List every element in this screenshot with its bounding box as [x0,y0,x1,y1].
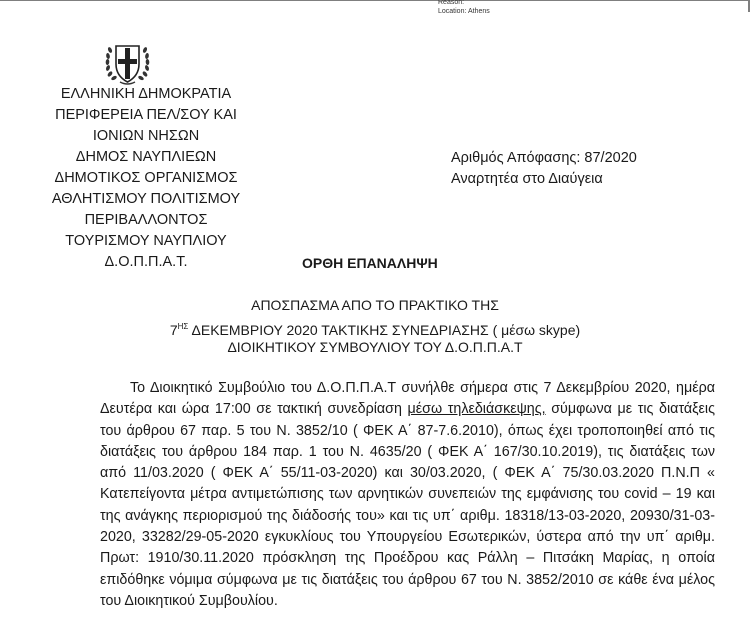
session-day-suffix: ΗΣ [177,322,189,331]
body-text-part-1: Το Διοικητικό Συμβούλιο του Δ.Ο.Π.Π.Α.Τ συνήλθε σήμερα στις 7 Δεκεμβρίου 2020, ημέρα Δευτέρα και ώρα 17:00 σε τακτική συνεδρίαση [100,380,715,418]
signature-reason: Reason: [438,0,465,6]
page-top-border [0,0,750,1]
signature-location: Location: Athens [438,8,490,15]
header-line-3: ΙΟΝΙΩΝ ΝΗΣΩΝ [92,128,200,144]
header-line-1: ΕΛΛΗΝΙΚΗ ΔΗΜΟΚΡΑΤΙΑ [60,86,232,102]
header-line-8: ΤΟΥΡΙΣΜΟΥ ΝΑΥΠΛΙΟΥ [65,233,227,249]
header-line-6: ΑΘΛΗΤΙΣΜΟΥ ΠΟΛΙΤΙΣΜΟΥ [51,191,241,207]
session-day-number: 7 [169,322,178,338]
header-line-2: ΠΕΡΙΦΕΡΕΙΑ ΠΕΛ/ΣΟΥ ΚΑΙ [55,107,237,123]
header-line-9: Δ.Ο.Π.Π.Α.Τ. [104,254,188,270]
body-paragraph [100,378,715,612]
header-line-7: ΠΕΡΙΒΑΛΛΟΝΤΟΣ [84,212,208,228]
document-title: ΟΡΘΗ ΕΠΑΝΑΛΗΨΗ [302,255,438,271]
header-line-4: ΔΗΜΟΣ ΝΑΥΠΛΙΕΩΝ [75,149,217,165]
session-description: ΔΕΚΕΜΒΡΙΟΥ 2020 ΤΑΚΤΙΚΗΣ ΣΥΝΕΔΡΙΑΣΗΣ ( μέσω skype) [188,322,581,338]
hellenic-republic-coat-of-arms-icon [103,37,152,87]
extract-heading-line-1: ΑΠΟΣΠΑΣΜΑ ΑΠΟ ΤΟ ΠΡΑΚΤΙΚΟ ΤΗΣ [251,297,499,313]
body-underlined-text: μέσω τηλεδιάσκεψης, [407,401,546,418]
header-line-5: ΔΗΜΟΤΙΚΟΣ ΟΡΓΑΝΙΣΜΟΣ [54,170,238,186]
body-text-part-2: σύμφωνα με τις διατάξεις του άρθρου 67 παρ. 5 του Ν. 3852/10 ( ΦΕΚ Α΄ 87-7.6.2010), όπως έχει τροποποιηθεί από τις διατάξεις του άρθρου 184 παρ. 1 του Ν. 4635/20 ( ΦΕΚ Α΄ 167/30.10.2019), τις διατάξεις των από 11/03.2020 ( ΦΕΚ Α΄ 55/11-03-2020) και 30/03.2020, ( ΦΕΚ Α΄ 75/30.03.2020 Π.Ν.Π « Κατεπείγοντα μέτρα αντιμετώπισης των αρνητικών συνεπειών της εμφάνισης του covid – 19 και της ανάγκης περιορισμού της διάδοσής του» και τις υπ΄ αριθμ. 18318/13-03-2020, 20930/31-03-2020, 33282/29-05-2020 εγκυκλίους του Υπουργείου Εσωτερικών, ύστερα από την υπ΄ αριθμ. Πρωτ: 1910/30.11.2020 πρόσκληση της Προέδρου κας Ράλλη – Πιτσάκη Μαρίας, η οποία επιδόθηκε νόμιμα σύμφωνα με τις διατάξεις του άρθρου 67 του Ν. 3852/2010 σε κάθε ένα μέλος του Διοικητικού Συμβουλίου. [100,401,715,609]
decision-number: Αριθμός Απόφασης: 87/2020 [451,150,637,166]
extract-heading-line-3: ΔΙΟΙΚΗΤΙΚΟΥ ΣΥΜΒΟΥΛΙΟΥ ΤΟΥ Δ.Ο.Π.Π.Α.Τ [227,339,523,355]
decision-posting-note: Αναρτητέα στο Διαύγεια [451,171,603,187]
